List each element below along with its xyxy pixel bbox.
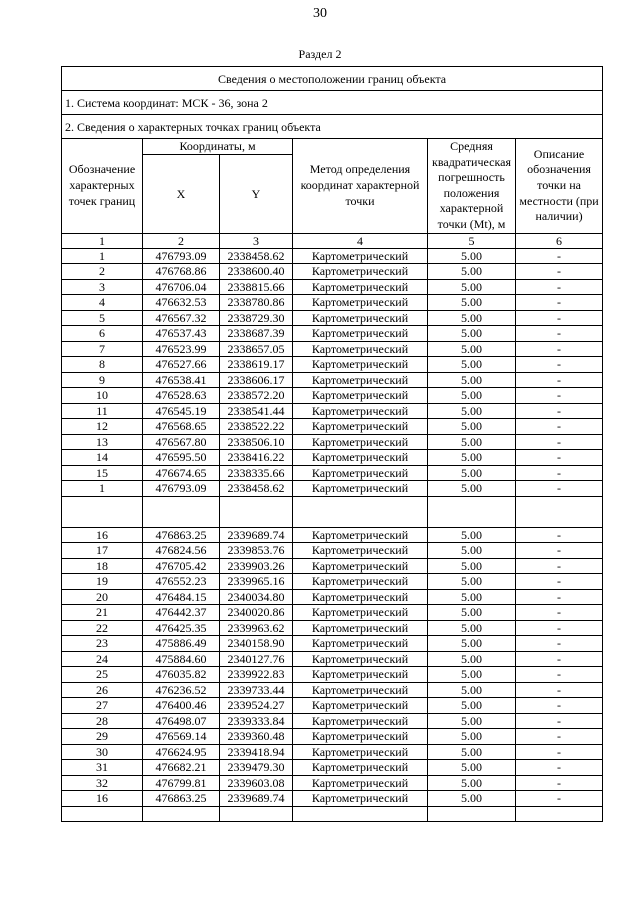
method-cell: Картометрический bbox=[293, 264, 428, 280]
method-cell: Картометрический bbox=[293, 791, 428, 807]
table-row bbox=[62, 341, 603, 357]
error-cell: 5.00 bbox=[428, 419, 516, 435]
description-cell: - bbox=[516, 264, 603, 280]
x-coordinate-cell: 476624.95 bbox=[143, 744, 220, 760]
table-row bbox=[62, 574, 603, 590]
method-cell: Картометрический bbox=[293, 620, 428, 636]
error-cell: 5.00 bbox=[428, 682, 516, 698]
description-cell: - bbox=[516, 791, 603, 807]
description-cell: - bbox=[516, 605, 603, 621]
method-cell: Картометрический bbox=[293, 605, 428, 621]
x-coordinate-cell: 476706.04 bbox=[143, 279, 220, 295]
table-row bbox=[62, 527, 603, 543]
table-row bbox=[62, 605, 603, 621]
error-cell: 5.00 bbox=[428, 450, 516, 466]
table-row bbox=[62, 543, 603, 559]
table-row bbox=[62, 775, 603, 791]
y-coordinate-cell: 2338522.22 bbox=[220, 419, 293, 435]
header-y: Y bbox=[220, 154, 293, 233]
point-number-cell: 10 bbox=[62, 388, 143, 404]
y-coordinate-cell: 2339853.76 bbox=[220, 543, 293, 559]
point-number-cell: 18 bbox=[62, 558, 143, 574]
error-cell: 5.00 bbox=[428, 388, 516, 404]
method-cell: Картометрический bbox=[293, 589, 428, 605]
y-coordinate-cell: 2338606.17 bbox=[220, 372, 293, 388]
table-row bbox=[62, 791, 603, 807]
table-row bbox=[62, 372, 603, 388]
method-cell: Картометрический bbox=[293, 698, 428, 714]
point-number-cell: 26 bbox=[62, 682, 143, 698]
method-cell: Картометрический bbox=[293, 543, 428, 559]
table-row bbox=[62, 744, 603, 760]
point-number-cell: 17 bbox=[62, 543, 143, 559]
method-cell: Картометрический bbox=[293, 651, 428, 667]
error-cell: 5.00 bbox=[428, 574, 516, 590]
method-cell: Картометрический bbox=[293, 636, 428, 652]
x-coordinate-cell: 475886.49 bbox=[143, 636, 220, 652]
table-row bbox=[62, 636, 603, 652]
column-number: 3 bbox=[220, 233, 293, 248]
point-number-cell: 27 bbox=[62, 698, 143, 714]
method-cell: Картометрический bbox=[293, 279, 428, 295]
y-coordinate-cell: 2339733.44 bbox=[220, 682, 293, 698]
table-row bbox=[62, 434, 603, 450]
y-coordinate-cell: 2338458.62 bbox=[220, 248, 293, 264]
y-coordinate-cell: 2338619.17 bbox=[220, 357, 293, 373]
point-number-cell: 25 bbox=[62, 667, 143, 683]
error-cell: 5.00 bbox=[428, 527, 516, 543]
description-cell: - bbox=[516, 636, 603, 652]
column-number: 6 bbox=[516, 233, 603, 248]
y-coordinate-cell: 2339333.84 bbox=[220, 713, 293, 729]
description-cell: - bbox=[516, 388, 603, 404]
table-row bbox=[62, 589, 603, 605]
method-cell: Картометрический bbox=[293, 667, 428, 683]
y-coordinate-cell: 2340127.76 bbox=[220, 651, 293, 667]
method-cell: Картометрический bbox=[293, 760, 428, 776]
method-cell: Картометрический bbox=[293, 341, 428, 357]
column-number: 1 bbox=[62, 233, 143, 248]
description-cell: - bbox=[516, 729, 603, 745]
description-cell: - bbox=[516, 310, 603, 326]
error-cell: 5.00 bbox=[428, 434, 516, 450]
x-coordinate-cell: 476567.80 bbox=[143, 434, 220, 450]
x-coordinate-cell: 476498.07 bbox=[143, 713, 220, 729]
point-number-cell: 22 bbox=[62, 620, 143, 636]
y-coordinate-cell: 2339360.48 bbox=[220, 729, 293, 745]
empty-cell bbox=[220, 806, 293, 821]
y-coordinate-cell: 2340158.90 bbox=[220, 636, 293, 652]
error-cell: 5.00 bbox=[428, 698, 516, 714]
method-cell: Картометрический bbox=[293, 574, 428, 590]
y-coordinate-cell: 2338729.30 bbox=[220, 310, 293, 326]
description-cell: - bbox=[516, 481, 603, 497]
method-cell: Картометрический bbox=[293, 434, 428, 450]
error-cell: 5.00 bbox=[428, 651, 516, 667]
table-row bbox=[62, 357, 603, 373]
table-banner-title: Сведения о местоположении границ объекта bbox=[62, 67, 603, 91]
method-cell: Картометрический bbox=[293, 248, 428, 264]
x-coordinate-cell: 476537.43 bbox=[143, 326, 220, 342]
header-description: Описание обозначения точки на местности (при наличии) bbox=[516, 139, 603, 234]
empty-cell bbox=[143, 496, 220, 527]
error-cell: 5.00 bbox=[428, 326, 516, 342]
empty-cell bbox=[62, 496, 143, 527]
x-coordinate-cell: 476523.99 bbox=[143, 341, 220, 357]
y-coordinate-cell: 2338416.22 bbox=[220, 450, 293, 466]
error-cell: 5.00 bbox=[428, 264, 516, 280]
point-number-cell: 5 bbox=[62, 310, 143, 326]
x-coordinate-cell: 476484.15 bbox=[143, 589, 220, 605]
point-number-cell: 12 bbox=[62, 419, 143, 435]
description-cell: - bbox=[516, 775, 603, 791]
x-coordinate-cell: 476545.19 bbox=[143, 403, 220, 419]
point-number-cell: 13 bbox=[62, 434, 143, 450]
description-cell: - bbox=[516, 326, 603, 342]
y-coordinate-cell: 2339922.83 bbox=[220, 667, 293, 683]
error-cell: 5.00 bbox=[428, 620, 516, 636]
point-number-cell: 11 bbox=[62, 403, 143, 419]
method-cell: Картометрический bbox=[293, 357, 428, 373]
point-number-cell: 28 bbox=[62, 713, 143, 729]
point-number-cell: 7 bbox=[62, 341, 143, 357]
description-cell: - bbox=[516, 403, 603, 419]
table-row bbox=[62, 326, 603, 342]
y-coordinate-cell: 2338780.86 bbox=[220, 295, 293, 311]
x-coordinate-cell: 476528.63 bbox=[143, 388, 220, 404]
table-row bbox=[62, 310, 603, 326]
error-cell: 5.00 bbox=[428, 310, 516, 326]
x-coordinate-cell: 476552.23 bbox=[143, 574, 220, 590]
table-row bbox=[62, 264, 603, 280]
x-coordinate-cell: 476705.42 bbox=[143, 558, 220, 574]
column-numbers-row bbox=[62, 233, 603, 248]
description-cell: - bbox=[516, 589, 603, 605]
column-number: 5 bbox=[428, 233, 516, 248]
point-number-cell: 16 bbox=[62, 527, 143, 543]
x-coordinate-cell: 476768.86 bbox=[143, 264, 220, 280]
description-cell: - bbox=[516, 651, 603, 667]
y-coordinate-cell: 2339903.26 bbox=[220, 558, 293, 574]
x-coordinate-cell: 476863.25 bbox=[143, 791, 220, 807]
x-coordinate-cell: 476568.65 bbox=[143, 419, 220, 435]
error-cell: 5.00 bbox=[428, 543, 516, 559]
table-banner-row bbox=[62, 67, 603, 91]
error-cell: 5.00 bbox=[428, 775, 516, 791]
header-x: X bbox=[143, 154, 220, 233]
x-coordinate-cell: 476442.37 bbox=[143, 605, 220, 621]
column-number: 4 bbox=[293, 233, 428, 248]
y-coordinate-cell: 2340020.86 bbox=[220, 605, 293, 621]
description-cell: - bbox=[516, 698, 603, 714]
y-coordinate-cell: 2340034.80 bbox=[220, 589, 293, 605]
error-cell: 5.00 bbox=[428, 558, 516, 574]
error-cell: 5.00 bbox=[428, 667, 516, 683]
description-cell: - bbox=[516, 357, 603, 373]
header-point-designation: Обозначение характерных точек границ bbox=[62, 139, 143, 234]
description-cell: - bbox=[516, 295, 603, 311]
table-row bbox=[62, 419, 603, 435]
error-cell: 5.00 bbox=[428, 713, 516, 729]
y-coordinate-cell: 2339418.94 bbox=[220, 744, 293, 760]
points-heading-label: 2. Сведения о характерных точках границ объекта bbox=[62, 115, 603, 139]
table-row bbox=[62, 620, 603, 636]
point-number-cell: 16 bbox=[62, 791, 143, 807]
method-cell: Картометрический bbox=[293, 450, 428, 466]
method-cell: Картометрический bbox=[293, 527, 428, 543]
x-coordinate-cell: 476793.09 bbox=[143, 248, 220, 264]
coordinate-system-row bbox=[62, 91, 603, 115]
error-cell: 5.00 bbox=[428, 295, 516, 311]
x-coordinate-cell: 476682.21 bbox=[143, 760, 220, 776]
description-cell: - bbox=[516, 527, 603, 543]
table-row bbox=[62, 248, 603, 264]
table-row bbox=[62, 558, 603, 574]
point-number-cell: 1 bbox=[62, 248, 143, 264]
y-coordinate-cell: 2338506.10 bbox=[220, 434, 293, 450]
x-coordinate-cell: 476674.65 bbox=[143, 465, 220, 481]
page-number: 30 bbox=[313, 6, 327, 21]
y-coordinate-cell: 2339965.16 bbox=[220, 574, 293, 590]
header-method: Метод определения координат характерной точки bbox=[293, 139, 428, 234]
x-coordinate-cell: 476863.25 bbox=[143, 527, 220, 543]
description-cell: - bbox=[516, 372, 603, 388]
x-coordinate-cell: 476824.56 bbox=[143, 543, 220, 559]
error-cell: 5.00 bbox=[428, 341, 516, 357]
x-coordinate-cell: 476400.46 bbox=[143, 698, 220, 714]
x-coordinate-cell: 476793.09 bbox=[143, 481, 220, 497]
error-cell: 5.00 bbox=[428, 605, 516, 621]
y-coordinate-cell: 2338335.66 bbox=[220, 465, 293, 481]
table-row bbox=[62, 465, 603, 481]
empty-cell bbox=[143, 806, 220, 821]
point-number-cell: 9 bbox=[62, 372, 143, 388]
method-cell: Картометрический bbox=[293, 403, 428, 419]
point-number-cell: 15 bbox=[62, 465, 143, 481]
y-coordinate-cell: 2338657.05 bbox=[220, 341, 293, 357]
point-number-cell: 30 bbox=[62, 744, 143, 760]
empty-cell bbox=[220, 496, 293, 527]
coordinate-system-label: 1. Система координат: МСК - 36, зона 2 bbox=[62, 91, 603, 115]
description-cell: - bbox=[516, 574, 603, 590]
method-cell: Картометрический bbox=[293, 419, 428, 435]
method-cell: Картометрический bbox=[293, 729, 428, 745]
contour-separator-row bbox=[62, 496, 603, 527]
method-cell: Картометрический bbox=[293, 326, 428, 342]
empty-cell bbox=[428, 496, 516, 527]
x-coordinate-cell: 476425.35 bbox=[143, 620, 220, 636]
empty-cell bbox=[293, 806, 428, 821]
empty-cell bbox=[293, 496, 428, 527]
point-number-cell: 21 bbox=[62, 605, 143, 621]
header-row-1 bbox=[62, 139, 603, 155]
empty-cell bbox=[516, 496, 603, 527]
method-cell: Картометрический bbox=[293, 388, 428, 404]
x-coordinate-cell: 476569.14 bbox=[143, 729, 220, 745]
y-coordinate-cell: 2339479.30 bbox=[220, 760, 293, 776]
y-coordinate-cell: 2338541.44 bbox=[220, 403, 293, 419]
y-coordinate-cell: 2338600.40 bbox=[220, 264, 293, 280]
y-coordinate-cell: 2339689.74 bbox=[220, 527, 293, 543]
header-coordinates: Координаты, м bbox=[143, 139, 293, 155]
point-number-cell: 2 bbox=[62, 264, 143, 280]
x-coordinate-cell: 476538.41 bbox=[143, 372, 220, 388]
method-cell: Картометрический bbox=[293, 295, 428, 311]
error-cell: 5.00 bbox=[428, 744, 516, 760]
error-cell: 5.00 bbox=[428, 791, 516, 807]
point-number-cell: 3 bbox=[62, 279, 143, 295]
x-coordinate-cell: 476236.52 bbox=[143, 682, 220, 698]
method-cell: Картометрический bbox=[293, 465, 428, 481]
table-row bbox=[62, 682, 603, 698]
empty-cell bbox=[428, 806, 516, 821]
point-number-cell: 19 bbox=[62, 574, 143, 590]
x-coordinate-cell: 475884.60 bbox=[143, 651, 220, 667]
description-cell: - bbox=[516, 620, 603, 636]
x-coordinate-cell: 476567.32 bbox=[143, 310, 220, 326]
error-cell: 5.00 bbox=[428, 729, 516, 745]
y-coordinate-cell: 2338572.20 bbox=[220, 388, 293, 404]
method-cell: Картометрический bbox=[293, 682, 428, 698]
table-row bbox=[62, 667, 603, 683]
method-cell: Картометрический bbox=[293, 481, 428, 497]
table-row bbox=[62, 698, 603, 714]
table-row bbox=[62, 388, 603, 404]
error-cell: 5.00 bbox=[428, 357, 516, 373]
method-cell: Картометрический bbox=[293, 775, 428, 791]
error-cell: 5.00 bbox=[428, 481, 516, 497]
point-number-cell: 14 bbox=[62, 450, 143, 466]
point-number-cell: 8 bbox=[62, 357, 143, 373]
method-cell: Картометрический bbox=[293, 744, 428, 760]
error-cell: 5.00 bbox=[428, 465, 516, 481]
point-number-cell: 31 bbox=[62, 760, 143, 776]
description-cell: - bbox=[516, 667, 603, 683]
description-cell: - bbox=[516, 744, 603, 760]
table-row bbox=[62, 713, 603, 729]
y-coordinate-cell: 2339524.27 bbox=[220, 698, 293, 714]
table-row bbox=[62, 295, 603, 311]
y-coordinate-cell: 2338815.66 bbox=[220, 279, 293, 295]
header-error: Средняя квадратическая погрешность положения характерной точки (Mt), м bbox=[428, 139, 516, 234]
point-number-cell: 23 bbox=[62, 636, 143, 652]
point-number-cell: 20 bbox=[62, 589, 143, 605]
y-coordinate-cell: 2338687.39 bbox=[220, 326, 293, 342]
description-cell: - bbox=[516, 543, 603, 559]
column-number: 2 bbox=[143, 233, 220, 248]
error-cell: 5.00 bbox=[428, 760, 516, 776]
table-end-row bbox=[62, 806, 603, 821]
error-cell: 5.00 bbox=[428, 403, 516, 419]
description-cell: - bbox=[516, 465, 603, 481]
x-coordinate-cell: 476595.50 bbox=[143, 450, 220, 466]
description-cell: - bbox=[516, 450, 603, 466]
y-coordinate-cell: 2339603.08 bbox=[220, 775, 293, 791]
table-row bbox=[62, 760, 603, 776]
points-heading-row bbox=[62, 115, 603, 139]
method-cell: Картометрический bbox=[293, 713, 428, 729]
error-cell: 5.00 bbox=[428, 636, 516, 652]
table-row bbox=[62, 651, 603, 667]
y-coordinate-cell: 2338458.62 bbox=[220, 481, 293, 497]
x-coordinate-cell: 476035.82 bbox=[143, 667, 220, 683]
table-row bbox=[62, 403, 603, 419]
x-coordinate-cell: 476632.53 bbox=[143, 295, 220, 311]
table-row bbox=[62, 450, 603, 466]
method-cell: Картометрический bbox=[293, 372, 428, 388]
y-coordinate-cell: 2339689.74 bbox=[220, 791, 293, 807]
point-number-cell: 29 bbox=[62, 729, 143, 745]
description-cell: - bbox=[516, 279, 603, 295]
description-cell: - bbox=[516, 682, 603, 698]
error-cell: 5.00 bbox=[428, 372, 516, 388]
point-number-cell: 24 bbox=[62, 651, 143, 667]
error-cell: 5.00 bbox=[428, 248, 516, 264]
table-row bbox=[62, 279, 603, 295]
x-coordinate-cell: 476799.81 bbox=[143, 775, 220, 791]
method-cell: Картометрический bbox=[293, 558, 428, 574]
error-cell: 5.00 bbox=[428, 279, 516, 295]
description-cell: - bbox=[516, 558, 603, 574]
empty-cell bbox=[62, 806, 143, 821]
point-number-cell: 1 bbox=[62, 481, 143, 497]
y-coordinate-cell: 2339963.62 bbox=[220, 620, 293, 636]
empty-cell bbox=[516, 806, 603, 821]
method-cell: Картометрический bbox=[293, 310, 428, 326]
description-cell: - bbox=[516, 434, 603, 450]
point-number-cell: 32 bbox=[62, 775, 143, 791]
table-row bbox=[62, 481, 603, 497]
description-cell: - bbox=[516, 713, 603, 729]
description-cell: - bbox=[516, 248, 603, 264]
point-number-cell: 6 bbox=[62, 326, 143, 342]
boundary-points-table bbox=[61, 66, 603, 822]
description-cell: - bbox=[516, 341, 603, 357]
point-number-cell: 4 bbox=[62, 295, 143, 311]
x-coordinate-cell: 476527.66 bbox=[143, 357, 220, 373]
error-cell: 5.00 bbox=[428, 589, 516, 605]
table-row bbox=[62, 729, 603, 745]
description-cell: - bbox=[516, 419, 603, 435]
description-cell: - bbox=[516, 760, 603, 776]
section-title: Раздел 2 bbox=[298, 47, 342, 61]
